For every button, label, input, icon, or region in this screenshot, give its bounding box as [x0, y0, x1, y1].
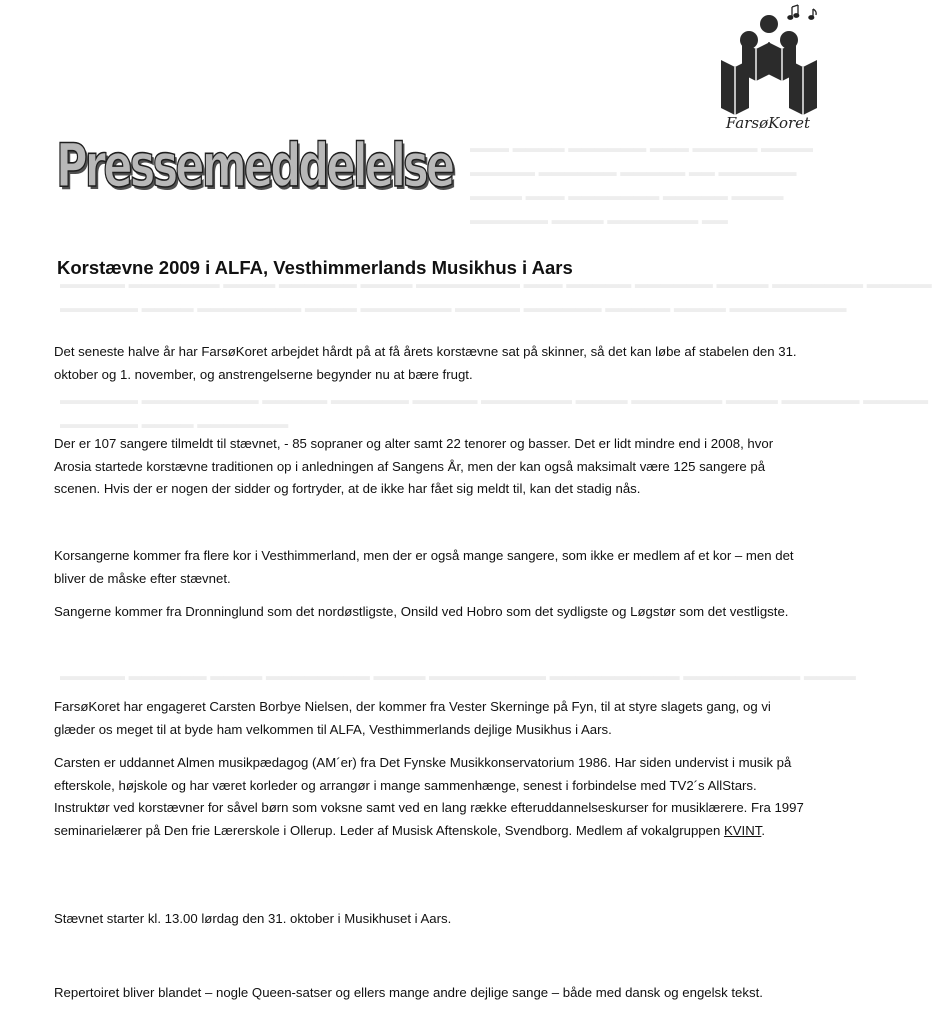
headline-text: Pressemeddelelse — [56, 131, 453, 201]
paragraph: Sangerne kommer fra Dronninglund som det nordøstligste, Onsild ved Hobro som det sydligste og Løgstør som det vestligste. — [54, 604, 789, 619]
paragraph-text-end: . — [761, 822, 766, 838]
paragraph: Korsangerne kommer fra flere kor i Vesthimmerland, men der er også mange sangere, som ikke er medlem af et kor – men det bliver de måske efter stævnet. — [54, 548, 794, 586]
paragraph: FarsøKoret har engageret Carsten Borbye Nielsen, der kommer fra Vester Skerninge på Fyn, til at styre slagets gang, og vi glæder os meget til at byde ham velkommen til ALFA, Vesthimmerlands dejlige Musikhus i Aars. — [54, 699, 771, 737]
paragraph: Det seneste halve år har FarsøKoret arbejdet hårdt på at få årets korstævne sat på skinner, så det kan løbe af stabelen den 31. oktober og 1. november, og anstrengelserne begynder nu at bære frugt. — [54, 344, 797, 382]
bleed-through-texture: ▬▬▬▬▬▬ ▬▬▬▬▬▬▬▬▬ ▬▬▬▬▬ ▬▬▬▬▬▬ ▬▬▬▬▬ ▬▬▬▬▬▬▬ ▬▬▬▬ ▬▬▬▬▬▬▬ ▬▬▬▬ ▬▬▬▬▬▬ ▬▬▬▬▬ ▬▬▬▬▬▬ ▬▬▬▬ ▬▬▬▬▬▬▬ — [60, 392, 929, 431]
farsokoret-logo — [712, 4, 824, 136]
paragraph — [54, 752, 806, 842]
paragraph-text: Carsten er uddannet Almen musikpædagog (AM´er) fra Det Fynske Musikkonservatorium 1986. Har siden undervist i musik på efterskole, højskole og har været korleder og arrangør i mange sammenhænge, senest i forbindelse med TV2´s AllStars. Instruktør ved korstævner for såvel børn som voksne samt ved en lang række efteruddannelseskurser for musiklærere. Fra 1997 seminarielærer på Den frie Lærerskole i Ollerup. Leder af Musisk Aftenskole, Svendborg. Medlem af vokalgruppen — [54, 755, 804, 838]
paragraph: Der er 107 sangere tilmeldt til stævnet, - 85 sopraner og alter samt 22 tenorer og basser. Det er lidt mindre end i 2008, hvor Arosia startede korstævne traditionen op i anledningen af Sangens År, men der kan også maksimalt være 125 sangere på scenen. Hvis der er nogen der sidder og fortryder, at de ikke har fået sig meldt til, kan det stadig nås. — [54, 436, 774, 496]
bleed-through-texture: ▬▬▬▬▬ ▬▬▬▬▬▬▬ ▬▬▬▬ ▬▬▬▬▬▬ ▬▬▬▬ ▬▬▬▬▬▬▬▬ ▬▬▬ ▬▬▬▬▬ ▬▬▬▬▬▬ ▬▬▬▬ ▬▬▬▬▬▬▬ ▬▬▬▬▬ ▬▬▬▬▬▬ ▬▬▬▬ ▬▬▬▬▬▬▬▬ ▬▬▬▬ ▬▬▬▬▬▬▬ ▬▬▬▬▬ ▬▬▬▬▬▬ ▬▬▬▬▬ ▬▬▬▬ ▬▬▬▬▬▬▬▬▬ — [60, 276, 932, 315]
document-title: Korstævne 2009 i ALFA, Vesthimmerlands Musikhus i Aars — [57, 257, 573, 278]
paragraph: Repertoiret bliver blandet – nogle Queen-satser og ellers mange andre dejlige sange – både med dansk og engelsk tekst. — [54, 985, 763, 1000]
press-release-headline — [56, 124, 456, 204]
paragraph: Stævnet starter kl. 13.00 lørdag den 31. oktober i Musikhuset i Aars. — [54, 911, 452, 926]
kvint-link[interactable]: KVINT — [723, 822, 762, 838]
choir-logo-icon — [712, 4, 824, 116]
bleed-through-texture: ▬▬▬▬▬ ▬▬▬▬▬▬ ▬▬▬▬ ▬▬▬▬▬▬▬▬ ▬▬▬▬ ▬▬▬▬▬▬▬▬▬ ▬▬▬▬▬▬▬▬▬▬ ▬▬▬▬▬▬▬▬▬ ▬▬▬▬ — [60, 668, 856, 683]
bleed-through-texture: ▬▬▬ ▬▬▬▬ ▬▬▬▬▬▬ ▬▬▬ ▬▬▬▬▬ ▬▬▬▬ ▬▬▬▬▬ ▬▬▬▬▬▬ ▬▬▬▬▬ ▬▬ ▬▬▬▬▬▬ ▬▬▬▬ ▬▬▬ ▬▬▬▬▬▬▬ ▬▬▬▬▬ ▬▬▬▬ ▬▬▬▬▬▬ ▬▬▬▬ ▬▬▬▬▬▬▬ ▬▬ — [470, 140, 814, 227]
logo-name: FarsøKoret — [725, 114, 811, 132]
